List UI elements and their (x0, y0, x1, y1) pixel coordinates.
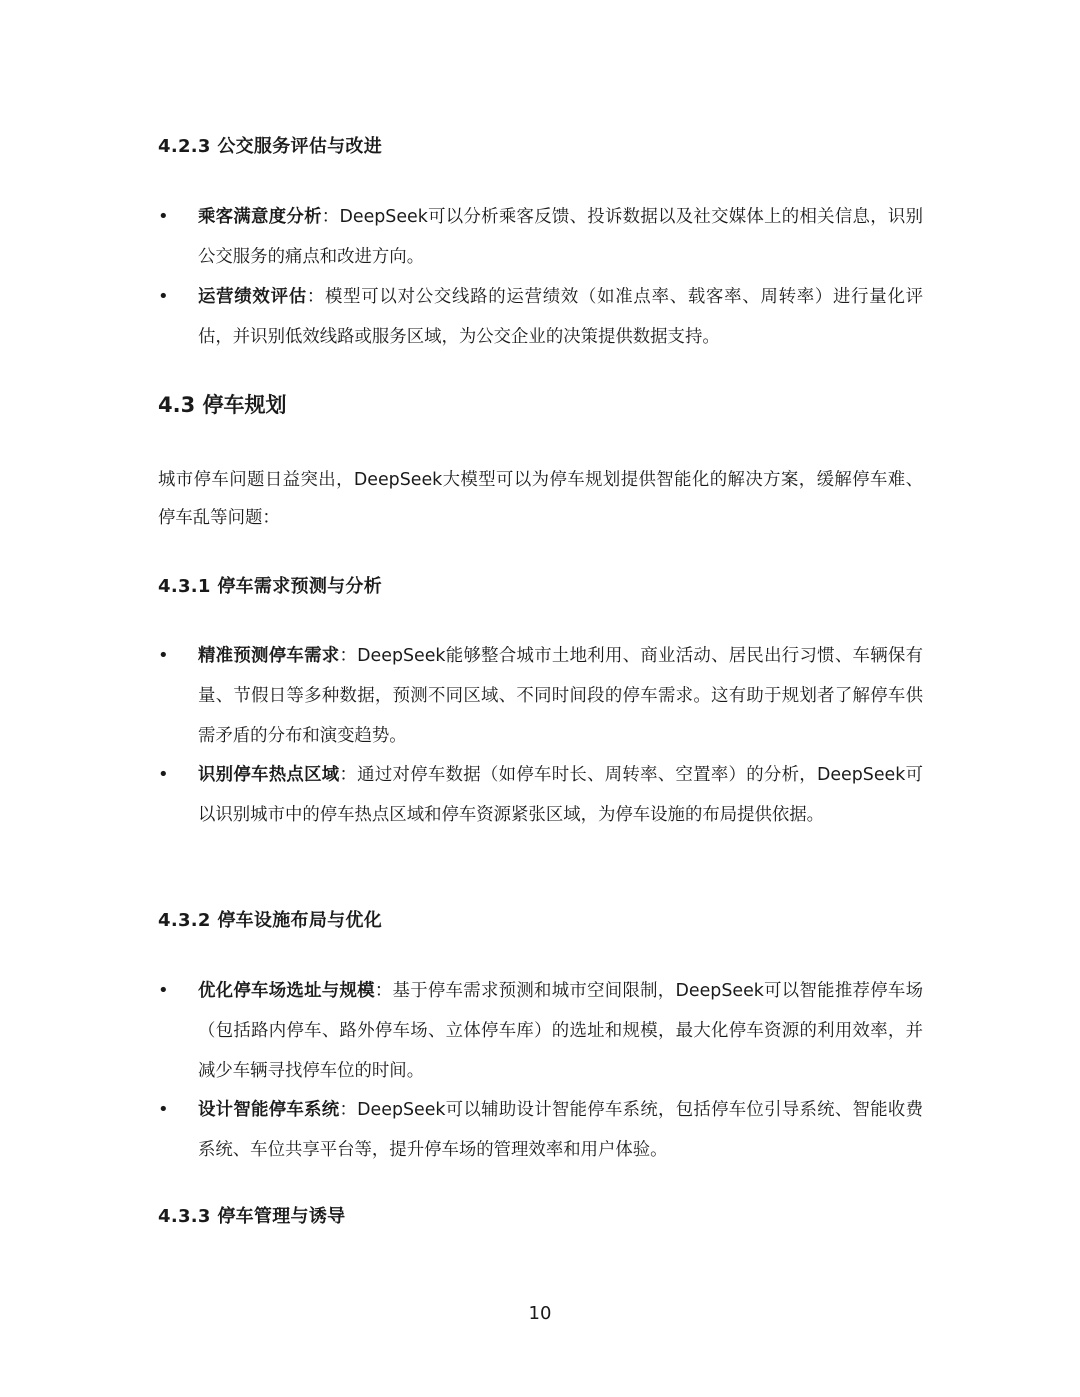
list-item-label: 识别停车热点区域 (198, 765, 340, 785)
list-item-body: ：模型可以对公交线路的运营绩效（如准点率、载客率、周转率）进行量化评估，并识别低效线路或服务区域，为公交企业的决策提供数据支持。 (198, 287, 923, 347)
bullet-icon: • (158, 764, 169, 785)
list-item-body: ：基于停车需求预测和城市空间限制，DeepSeek可以智能推荐停车场（包括路内停车、路外停车场、立体停车库）的选址和规模，最大化停车资源的利用效率，并减少车辆寻找停车位的时间。 (198, 981, 923, 1081)
intro-paragraph: 城市停车问题日益突出，DeepSeek大模型可以为停车规划提供智能化的解决方案，缓解停车难、停车乱等问题： (158, 470, 923, 528)
bullet-icon: • (158, 645, 169, 666)
list-item-text (198, 197, 923, 277)
list-item-body: ：通过对停车数据（如停车时长、周转率、空置率）的分析，DeepSeek可以识别城市中的停车热点区域和停车资源紧张区域，为停车设施的布局提供依据。 (198, 765, 923, 825)
bullet-icon: • (158, 980, 169, 1001)
bullet-icon: • (158, 1099, 169, 1120)
list-item-text (198, 636, 923, 756)
bullet-icon: • (158, 286, 169, 307)
list-item-body: ：DeepSeek可以辅助设计智能停车系统，包括停车位引导系统、智能收费系统、车位共享平台等，提升停车场的管理效率和用户体验。 (198, 1100, 923, 1160)
bullet-icon: • (158, 206, 169, 227)
list-item-text (198, 971, 923, 1091)
section-heading-4-2-3: 4.2.3 公交服务评估与改进 (158, 136, 383, 157)
list-item-label: 优化停车场选址与规模 (198, 981, 375, 1001)
list-item-label: 运营绩效评估 (198, 287, 307, 307)
section-heading-4-3-2: 4.3.2 停车设施布局与优化 (158, 910, 383, 931)
page-number: 10 (528, 1303, 552, 1324)
list-item-text (198, 1090, 923, 1170)
list-item-label: 精准预测停车需求 (198, 646, 340, 666)
list-item-text (198, 277, 923, 357)
section-heading-4-3-3: 4.3.3 停车管理与诱导 (158, 1206, 346, 1227)
section-heading-4-3: 4.3 停车规划 (158, 393, 287, 417)
list-item-label: 设计智能停车系统 (198, 1100, 340, 1120)
section-heading-4-3-1: 4.3.1 停车需求预测与分析 (158, 576, 383, 597)
list-item-label: 乘客满意度分析 (198, 207, 322, 227)
list-item-body: ：DeepSeek能够整合城市土地利用、商业活动、居民出行习惯、车辆保有量、节假日等多种数据，预测不同区域、不同时间段的停车需求。这有助于规划者了解停车供需矛盾的分布和演变趋势。 (198, 646, 923, 746)
list-item-text (198, 755, 923, 835)
list-item-body: ：DeepSeek可以分析乘客反馈、投诉数据以及社交媒体上的相关信息，识别公交服务的痛点和改进方向。 (198, 207, 923, 267)
